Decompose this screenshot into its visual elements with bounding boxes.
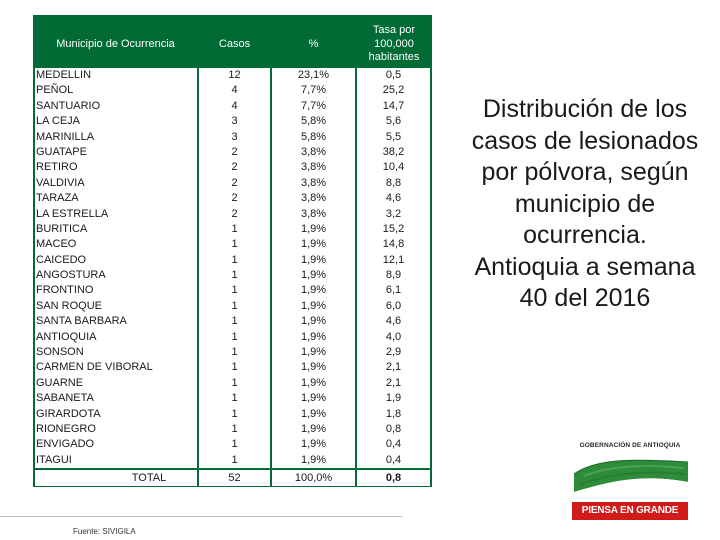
total-label: TOTAL (131, 472, 167, 484)
cell-percent: 3,8% (300, 207, 327, 220)
cell-tasa: 38,2 (382, 145, 405, 158)
cell-municipio: LA ESTRELLA (36, 207, 109, 220)
cell-casos: 1 (231, 315, 238, 328)
cell-tasa: 2,9 (385, 346, 402, 359)
cell-percent: 1,9% (300, 361, 327, 374)
cell-tasa: 2,1 (385, 376, 402, 389)
cell-casos: 1 (231, 269, 238, 282)
cell-percent: 1,9% (300, 330, 327, 343)
cell-casos: 1 (231, 438, 238, 451)
cell-municipio: ENVIGADO (36, 438, 95, 451)
total-label-cell (35, 470, 197, 486)
cell-percent: 3,8% (300, 192, 327, 205)
cell-casos: 1 (231, 284, 238, 297)
cell-municipio: ANTIOQUIA (36, 330, 97, 343)
cell-tasa: 3,2 (385, 207, 402, 220)
cell-municipio: CARMEN DE VIBORAL (36, 361, 153, 374)
cell-casos: 12 (228, 69, 241, 81)
cell-percent: 1,9% (300, 422, 327, 435)
cell-tasa: 1,9 (385, 392, 402, 405)
cell-tasa: 1,8 (385, 407, 402, 420)
cell-municipio: SANTA BARBARA (36, 315, 127, 328)
cell-percent: 5,8% (300, 115, 327, 128)
cell-municipio: FRONTINO (36, 284, 94, 297)
cell-percent: 1,9% (300, 392, 327, 405)
cell-casos: 4 (231, 99, 238, 112)
slide-caption: Distribución de los casos de lesionados por pólvora, según municipio de ocurrencia. Antioquia a semana 40 del 2016 (471, 95, 699, 312)
cell-tasa: 15,2 (382, 222, 405, 235)
cell-tasa: 0,4 (385, 438, 402, 451)
cell-tasa: 0,4 (385, 453, 402, 466)
cell-casos: 1 (231, 422, 238, 435)
footer-divider (0, 516, 402, 517)
header-tasa: Tasa por 100,000 habitantes (368, 24, 420, 63)
cell-percent: 3,8% (300, 161, 327, 174)
cell-percent: 7,7% (300, 99, 327, 112)
header-municipio: Municipio de Ocurrencia (56, 38, 175, 50)
cell-casos: 2 (231, 176, 238, 189)
cell-casos: 1 (231, 253, 238, 266)
cell-percent: 1,9% (300, 222, 327, 235)
cell-percent: 1,9% (300, 253, 327, 266)
cell-percent: 3,8% (300, 176, 327, 189)
header-percent: % (308, 38, 319, 50)
cell-percent: 23,1% (297, 69, 330, 81)
total-casos: 52 (199, 470, 270, 486)
total-percent: 100,0% (272, 470, 355, 486)
cell-municipio: PEÑOL (36, 84, 74, 97)
cell-casos: 1 (231, 361, 238, 374)
cell-percent: 1,9% (300, 284, 327, 297)
cell-percent: 1,9% (300, 376, 327, 389)
cell-tasa: 4,0 (385, 330, 402, 343)
cell-tasa: 6,0 (385, 299, 402, 312)
cell-tasa: 6,1 (385, 284, 402, 297)
cell-municipio: BURITICA (36, 222, 88, 235)
total-tasa: 0,8 (357, 470, 430, 486)
cell-casos: 2 (231, 145, 238, 158)
cell-municipio: ANGOSTURA (36, 269, 106, 282)
cell-percent: 5,8% (300, 130, 327, 143)
cell-percent: 1,9% (300, 346, 327, 359)
cell-tasa: 25,2 (382, 84, 405, 97)
cases-table (33, 15, 432, 487)
cell-percent: 1,9% (300, 438, 327, 451)
cell-municipio: RETIRO (36, 161, 78, 174)
cell-tasa: 2,1 (385, 361, 402, 374)
header-casos: Casos (218, 38, 251, 50)
cell-percent: 1,9% (300, 453, 327, 466)
cell-municipio: VALDIVIA (36, 176, 85, 189)
cell-municipio: GUATAPE (36, 145, 87, 158)
cell-municipio: RIONEGRO (36, 422, 96, 435)
cell-casos: 3 (231, 115, 238, 128)
cell-percent: 1,9% (300, 238, 327, 251)
cell-casos: 2 (231, 207, 238, 220)
cell-percent: 1,9% (300, 299, 327, 312)
cell-tasa: 0,8 (385, 422, 402, 435)
cell-municipio: SABANETA (36, 392, 94, 405)
column-tasa (357, 68, 430, 468)
cell-casos: 3 (231, 130, 238, 143)
cell-tasa: 10,4 (382, 161, 405, 174)
cell-casos: 4 (231, 84, 238, 97)
cell-municipio: SAN ROQUE (36, 299, 103, 312)
cell-percent: 3,8% (300, 145, 327, 158)
cell-municipio: SANTUARIO (36, 99, 101, 112)
cell-tasa: 0,5 (385, 69, 402, 81)
cell-percent: 1,9% (300, 315, 327, 328)
cell-municipio: GUARNE (36, 376, 84, 389)
column-percent (272, 68, 355, 468)
cell-tasa: 8,8 (385, 176, 402, 189)
cell-municipio: TARAZA (36, 192, 79, 205)
column-casos (199, 68, 270, 468)
cell-percent: 1,9% (300, 269, 327, 282)
cell-tasa: 8,9 (385, 269, 402, 282)
cell-casos: 2 (231, 192, 238, 205)
cell-tasa: 5,6 (385, 115, 402, 128)
cell-casos: 1 (231, 346, 238, 359)
cell-percent: 1,9% (300, 407, 327, 420)
cell-casos: 1 (231, 330, 238, 343)
cell-municipio: MARINILLA (36, 130, 95, 143)
cell-municipio: ITAGUI (36, 453, 72, 466)
logo-slogan: PIENSA EN GRANDE (572, 502, 688, 520)
cell-casos: 1 (231, 238, 238, 251)
cell-municipio: CAICEDO (36, 253, 87, 266)
cell-tasa: 5,5 (385, 130, 402, 143)
cell-tasa: 14,7 (382, 99, 405, 112)
cell-tasa: 14,8 (382, 238, 405, 251)
antioquia-flag-icon (574, 456, 688, 502)
cell-casos: 1 (231, 407, 238, 420)
cell-municipio: MEDELLIN (36, 69, 92, 81)
cell-casos: 1 (231, 376, 238, 389)
cell-casos: 1 (231, 299, 238, 312)
cell-casos: 1 (231, 453, 238, 466)
column-municipio (35, 68, 197, 468)
cell-municipio: SONSON (36, 346, 84, 359)
cell-tasa: 4,6 (385, 192, 402, 205)
cell-casos: 2 (231, 161, 238, 174)
cell-municipio: MACEO (36, 238, 77, 251)
cell-tasa: 12,1 (382, 253, 405, 266)
logo-text: GOBERNACIÓN DE ANTIOQUIA (579, 442, 681, 449)
cell-percent: 7,7% (300, 84, 327, 97)
cell-tasa: 4,6 (385, 315, 402, 328)
cell-casos: 1 (231, 392, 238, 405)
cell-municipio: GIRARDOTA (36, 407, 101, 420)
source-note: Fuente: SIVIGILA (73, 527, 136, 536)
cell-municipio: LA CEJA (36, 115, 81, 128)
cell-casos: 1 (231, 222, 238, 235)
gobernacion-logo (568, 442, 692, 524)
